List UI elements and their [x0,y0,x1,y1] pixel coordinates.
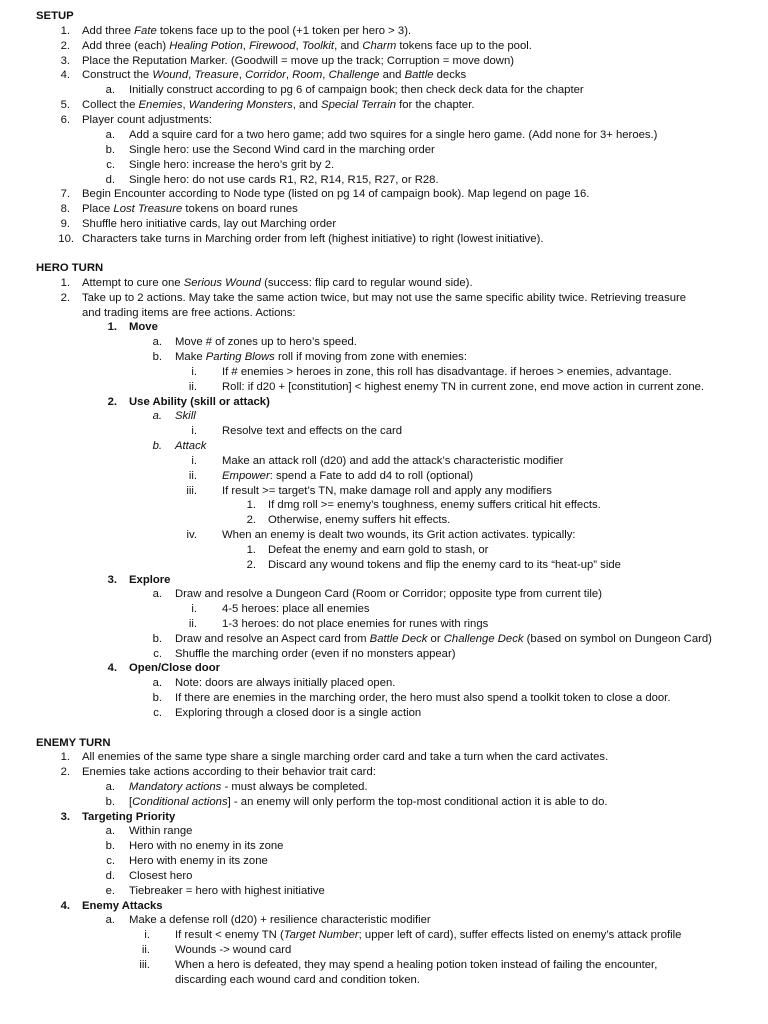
list-marker: a. [105,129,115,141]
list-item-text: Construct the Wound, Treasure, Corridor, Room, Challenge and Battle decks [82,69,467,81]
list-marker: 2. [60,766,70,778]
list-marker: i. [191,455,197,467]
list-item-text: Single hero: do not use cards R1, R2, R14, R15, R27, or R28. [129,174,439,186]
list-marker: 3. [60,811,70,823]
list-item-text: Collect the Enemies, Wandering Monsters, and Special Terrain for the chapter. [82,99,475,111]
list-item-text: Single hero: use the Second Wind card in the marching order [129,144,435,156]
list-marker: ii. [188,381,197,393]
list-marker: d. [105,174,115,186]
list-marker: 4. [60,69,70,81]
list-item-text: Discard any wound tokens and flip the enemy card to its “heat-up” side [268,559,621,571]
list-marker: i. [191,366,197,378]
list-item-text: Place the Reputation Marker. (Goodwill = move up the track; Corruption = move down) [82,55,515,67]
list-item-text: Initially construct according to pg 6 of campaign book; then check deck data for the chapter [129,84,584,96]
list-marker: 1. [107,321,117,333]
list-marker: i. [144,929,150,941]
list-item-text: Closest hero [129,870,193,882]
list-marker: 1. [60,277,70,289]
list-marker: 2. [60,292,70,304]
list-marker: 3. [107,574,117,586]
list-marker: c. [106,159,115,171]
list-marker: 1. [246,544,256,556]
list-marker: ii. [188,618,197,630]
list-item-text: Exploring through a closed door is a single action [175,707,422,719]
list-item-text: If # enemies > heroes in zone, this roll has disadvantage. if heroes > enemies, advantage. [222,366,672,378]
list-item-text: When an enemy is dealt two wounds, its Grit action activates. typically: [222,529,576,541]
list-item-text: Player count adjustments: [82,114,212,126]
list-marker: c. [153,707,162,719]
list-marker: 2. [246,514,256,526]
list-item-text: [Conditional actions] - an enemy will only perform the top-most conditional action it is able to do. [129,796,608,808]
list-item-text: Targeting Priority [82,811,176,823]
list-item-text: Resolve text and effects on the card [222,425,403,437]
list-marker: 6. [60,114,70,126]
list-item-text: If dmg roll >= enemy’s toughness, enemy suffers critical hit effects. [268,499,601,511]
list-item-text: Move # of zones up to hero’s speed. [175,336,357,348]
list-marker: b. [105,840,115,852]
list-marker: 10. [58,233,74,245]
list-item-text: Attempt to cure one Serious Wound (success: flip card to regular wound side). [82,277,473,289]
list-item-text: discarding each wound card and condition token. [175,974,420,986]
list-item-text: Defeat the enemy and earn gold to stash, or [268,544,489,556]
list-marker: 4. [107,662,117,674]
list-marker: a. [152,588,162,600]
list-marker: d. [105,870,115,882]
list-marker: 5. [60,99,70,111]
list-item-text: Skill [175,410,196,422]
list-item-text: Wounds -> wound card [175,944,292,956]
list-item-text: All enemies of the same type share a single marching order card and take a turn when the card activates. [82,751,609,763]
section-heading: SETUP [36,10,74,22]
list-item-text: Use Ability (skill or attack) [129,396,270,408]
list-marker: i. [191,425,197,437]
list-marker: 8. [60,203,70,215]
list-item-text: Empower: spend a Fate to add d4 to roll (optional) [222,470,474,482]
list-marker: b. [152,692,162,704]
list-marker: 7. [60,188,70,200]
list-marker: a. [105,914,115,926]
list-marker: b. [105,796,115,808]
list-marker: ii. [141,944,150,956]
section-heading: ENEMY TURN [36,737,111,749]
list-item-text: 4-5 heroes: place all enemies [222,603,370,615]
list-marker: iii. [186,485,197,497]
list-marker: a. [152,336,162,348]
list-item-text: Otherwise, enemy suffers hit effects. [268,514,451,526]
list-marker: b. [105,144,115,156]
list-marker: a. [105,825,115,837]
list-item-text: Characters take turns in Marching order from left (highest initiative) to right (lowest initiative). [82,233,544,245]
list-item-text: Open/Close door [129,662,221,674]
list-marker: iv. [186,529,197,541]
list-marker: c. [106,855,115,867]
list-item-text: Note: doors are always initially placed open. [175,677,396,689]
list-item-text: Begin Encounter according to Node type (listed on pg 14 of campaign book). Map legend on page 16. [82,188,590,200]
list-marker: 3. [60,55,70,67]
list-marker: a. [152,410,162,422]
list-item-text: Draw and resolve a Dungeon Card (Room or Corridor; opposite type from current tile) [175,588,602,600]
list-item-text: 1-3 heroes: do not place enemies for runes with rings [222,618,489,630]
list-item-text: Take up to 2 actions. May take the same action twice, but may not use the same specific ability twice. Retrieving treasure [82,292,687,304]
list-marker: 2. [60,40,70,52]
list-marker: i. [191,603,197,615]
list-marker: b. [152,440,162,452]
list-item-text: Shuffle the marching order (even if no monsters appear) [175,648,456,660]
list-marker: e. [105,885,115,897]
list-marker: 2. [246,559,256,571]
list-item-text: If result < enemy TN (Target Number; upper left of card), suffer effects listed on enemy’s attack profile [175,929,682,941]
list-marker: ii. [188,470,197,482]
list-item-text: Roll: if d20 + [constitution] < highest enemy TN in current zone, end move action in current zone. [222,381,705,393]
list-item-text: Within range [129,825,193,837]
list-item-text: Enemies take actions according to their behavior trait card: [82,766,376,778]
list-marker: 4. [60,900,70,912]
list-item-text: Single hero: increase the hero’s grit by 2. [129,159,335,171]
list-marker: b. [152,351,162,363]
list-item-text: Move [129,321,158,333]
list-marker: iii. [139,959,150,971]
list-item-text: Add a squire card for a two hero game; add two squires for a single hero game. (Add none for 3+ heroes.) [129,129,658,141]
list-item-text: Tiebreaker = hero with highest initiative [129,885,325,897]
list-marker: c. [153,648,162,660]
section-heading: HERO TURN [36,262,104,274]
list-item-text: If result >= target’s TN, make damage roll and apply any modifiers [222,485,552,497]
list-marker: 1. [246,499,256,511]
list-marker: a. [105,84,115,96]
list-item-text: Attack [175,440,207,452]
list-item-text: Shuffle hero initiative cards, lay out Marching order [82,218,337,230]
list-item-text: and trading items are free actions. Actions: [82,307,296,319]
list-marker: 1. [60,751,70,763]
list-item-text: Make a defense roll (d20) + resilience characteristic modifier [129,914,431,926]
list-item-text: Place Lost Treasure tokens on board runes [82,203,298,215]
list-item-text: Enemy Attacks [82,900,163,912]
list-item-text: Explore [129,574,171,586]
list-marker: 2. [107,396,117,408]
list-item-text: Add three Fate tokens face up to the pool (+1 token per hero > 3). [82,25,412,37]
list-marker: a. [152,677,162,689]
list-item-text: Hero with no enemy in its zone [129,840,284,852]
list-marker: b. [152,633,162,645]
list-item-text: Hero with enemy in its zone [129,855,268,867]
list-marker: a. [105,781,115,793]
list-marker: 1. [60,25,70,37]
list-item-text: When a hero is defeated, they may spend a healing potion token instead of failing the encounter, [175,959,658,971]
list-item-text: Add three (each) Healing Potion, Firewood, Toolkit, and Charm tokens face up to the pool. [82,40,532,52]
list-item-text: Mandatory actions - must always be completed. [129,781,368,793]
list-item-text: If there are enemies in the marching order, the hero must also spend a toolkit token to close a door. [175,692,671,704]
list-item-text: Draw and resolve an Aspect card from Battle Deck or Challenge Deck (based on symbol on Dungeon Card) [175,633,712,645]
list-item-text: Make an attack roll (d20) and add the attack’s characteristic modifier [222,455,564,467]
list-marker: 9. [60,218,70,230]
list-item-text: Make Parting Blows roll if moving from zone with enemies: [175,351,467,363]
